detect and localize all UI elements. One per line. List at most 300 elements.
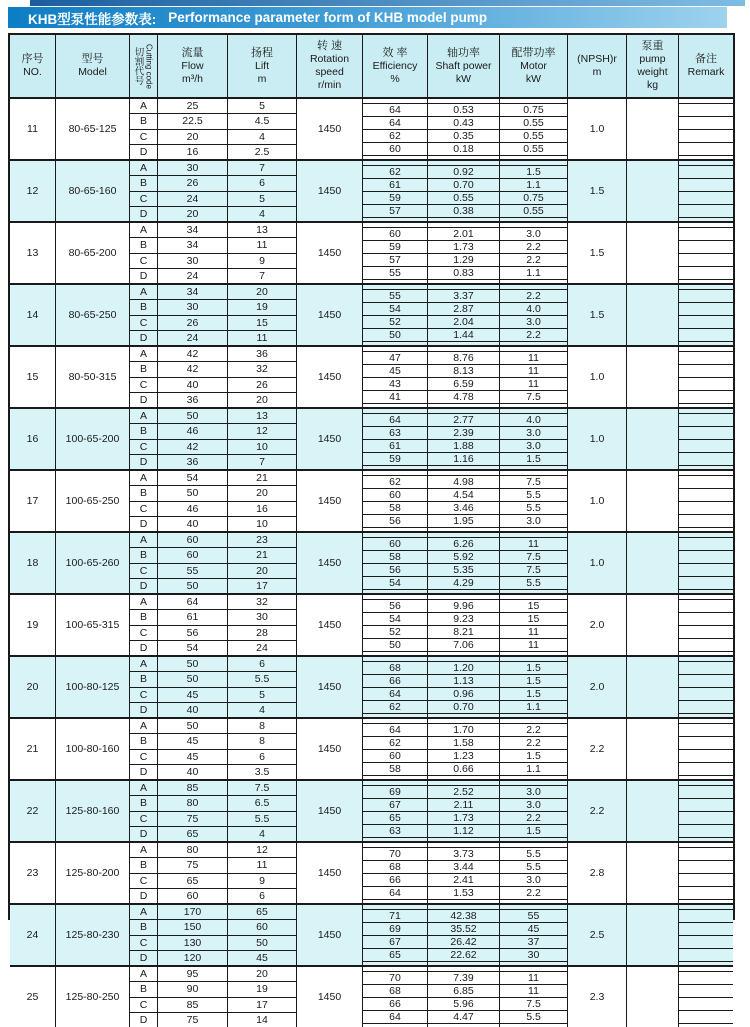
cell-model: 100-80-125 bbox=[56, 657, 130, 717]
cell-eff: 69 bbox=[363, 785, 427, 798]
cell-shaft: 6.26 bbox=[428, 537, 499, 550]
cell-remark bbox=[679, 723, 733, 736]
cutting-code-stack bbox=[130, 905, 158, 965]
cell-motor: 5.5 bbox=[500, 1010, 567, 1024]
cell-remark bbox=[679, 700, 733, 714]
cell-shaft: 1.73 bbox=[428, 811, 499, 824]
cell-flow: 16 bbox=[186, 145, 199, 158]
cell-flow: 30 bbox=[158, 300, 227, 315]
cell-motor: 7.5 bbox=[500, 390, 567, 404]
cell-remark bbox=[679, 847, 733, 860]
cell-shaft: 35.52 bbox=[428, 922, 499, 935]
cutting-code-stack bbox=[130, 967, 158, 1027]
cell-no: 14 bbox=[10, 285, 56, 345]
cell-code: D bbox=[139, 765, 148, 778]
page-title-zh: KHB型泵性能参数表: bbox=[28, 11, 157, 27]
cell-shaft: 4.29 bbox=[428, 576, 499, 590]
cell-model: 100-65-250 bbox=[56, 471, 130, 531]
cell-eff: 50 bbox=[363, 638, 427, 652]
cell-motor: 3.0 bbox=[500, 873, 567, 886]
cell-model: 100-65-315 bbox=[56, 595, 130, 655]
cell-code: C bbox=[130, 254, 157, 269]
cell-code: D bbox=[139, 641, 148, 654]
cell-code: C bbox=[130, 440, 157, 455]
flow-stack bbox=[158, 719, 228, 779]
cell-motor: 1.5 bbox=[500, 661, 567, 674]
cell-lift: 32 bbox=[228, 362, 296, 377]
cell-remark bbox=[679, 1010, 733, 1024]
cell-no: 23 bbox=[10, 843, 56, 903]
cell-remark bbox=[679, 452, 733, 466]
cell-flow: 42 bbox=[158, 362, 227, 377]
cell-remark bbox=[679, 599, 733, 612]
cell-remark bbox=[679, 289, 733, 302]
efficiency-stack bbox=[363, 533, 428, 593]
cell-shaft: 8.13 bbox=[428, 364, 499, 377]
flow-stack bbox=[158, 595, 228, 655]
cell-remark bbox=[679, 178, 733, 191]
cell-code: C bbox=[130, 998, 157, 1013]
cell-shaft: 22.62 bbox=[428, 948, 499, 962]
cell-motor: 5.5 bbox=[500, 576, 567, 590]
cell-flow: 50 bbox=[158, 657, 227, 672]
cell-shaft: 5.35 bbox=[428, 563, 499, 576]
cell-eff: 64 bbox=[363, 886, 427, 900]
cell-shaft: 3.73 bbox=[428, 847, 499, 860]
cell-motor: 3.0 bbox=[500, 227, 567, 240]
motor-power-stack bbox=[500, 905, 568, 965]
cell-shaft: 3.44 bbox=[428, 860, 499, 873]
flow-stack bbox=[158, 967, 228, 1027]
cell-flow: 50 bbox=[158, 409, 227, 424]
cell-flow: 90 bbox=[158, 982, 227, 997]
cell-npsh: 2.2 bbox=[568, 781, 627, 841]
cell-lift: 60 bbox=[228, 920, 296, 935]
cell-eff: 54 bbox=[363, 576, 427, 590]
cell-lift: 3.5 bbox=[254, 765, 270, 778]
cell-model: 125-80-200 bbox=[56, 843, 130, 903]
remark-stack bbox=[679, 223, 733, 283]
cell-remark bbox=[679, 948, 733, 962]
pump-model-group bbox=[10, 841, 733, 903]
cell-eff: 68 bbox=[363, 661, 427, 674]
cell-no: 18 bbox=[10, 533, 56, 593]
cell-no: 12 bbox=[10, 161, 56, 221]
efficiency-stack bbox=[363, 99, 428, 159]
cell-flow: 24 bbox=[186, 269, 199, 282]
motor-power-stack bbox=[500, 223, 568, 283]
pump-model-group bbox=[10, 531, 733, 593]
cell-flow: 65 bbox=[186, 827, 199, 840]
shaft-power-stack bbox=[428, 967, 500, 1027]
cell-flow: 120 bbox=[183, 951, 202, 964]
cell-shaft: 0.38 bbox=[428, 204, 499, 218]
cutting-code-stack bbox=[130, 657, 158, 717]
cell-remark bbox=[679, 785, 733, 798]
cell-remark bbox=[679, 514, 733, 528]
cell-lift: 26 bbox=[228, 378, 296, 393]
cell-shaft: 0.92 bbox=[428, 165, 499, 178]
cell-code: A bbox=[130, 533, 157, 548]
cell-eff: 62 bbox=[363, 736, 427, 749]
cell-flow: 50 bbox=[158, 486, 227, 501]
cell-remark bbox=[679, 909, 733, 922]
lift-stack bbox=[228, 161, 297, 221]
cell-shaft: 1.73 bbox=[428, 240, 499, 253]
cell-eff: 55 bbox=[363, 289, 427, 302]
cell-no: 25 bbox=[10, 967, 56, 1027]
cell-flow: 40 bbox=[186, 517, 199, 530]
cell-eff: 63 bbox=[363, 426, 427, 439]
cell-shaft: 1.29 bbox=[428, 253, 499, 266]
cell-eff: 52 bbox=[363, 315, 427, 328]
cell-remark bbox=[679, 873, 733, 886]
table-header-row bbox=[10, 35, 733, 99]
cell-rotation-speed: 1450 bbox=[297, 99, 363, 159]
cell-remark bbox=[679, 328, 733, 342]
cell-motor: 55 bbox=[500, 909, 567, 922]
cell-model: 100-65-200 bbox=[56, 409, 130, 469]
col-header-remark: 备注 Remark bbox=[687, 53, 725, 78]
cell-flow: 80 bbox=[158, 843, 227, 858]
cell-code: B bbox=[130, 548, 157, 563]
cell-no: 17 bbox=[10, 471, 56, 531]
cell-motor: 2.2 bbox=[500, 240, 567, 253]
lift-stack bbox=[228, 99, 297, 159]
shaft-power-stack bbox=[428, 657, 500, 717]
cell-lift: 19 bbox=[228, 300, 296, 315]
cell-shaft: 4.47 bbox=[428, 1010, 499, 1024]
cell-motor: 11 bbox=[500, 377, 567, 390]
cell-lift: 9 bbox=[228, 254, 296, 269]
cell-eff: 58 bbox=[363, 762, 427, 776]
col-header-shaft-power: 轴功率 Shaft power kW bbox=[428, 35, 500, 97]
cell-eff: 69 bbox=[363, 922, 427, 935]
cell-motor: 7.5 bbox=[500, 563, 567, 576]
cell-lift: 8 bbox=[228, 734, 296, 749]
cell-code: C bbox=[130, 750, 157, 765]
cell-lift: 5.5 bbox=[228, 672, 296, 687]
cell-lift: 16 bbox=[228, 502, 296, 517]
cell-flow: 55 bbox=[158, 564, 227, 579]
pump-model-group bbox=[10, 965, 733, 1027]
remark-stack bbox=[679, 595, 733, 655]
cell-eff: 64 bbox=[363, 1010, 427, 1024]
cell-remark bbox=[679, 364, 733, 377]
lift-stack bbox=[228, 595, 297, 655]
cell-lift: 11 bbox=[256, 331, 268, 344]
pump-model-group bbox=[10, 345, 733, 407]
cell-npsh: 2.2 bbox=[568, 719, 627, 779]
cell-flow: 42 bbox=[158, 347, 227, 362]
cell-code: C bbox=[130, 192, 157, 207]
shaft-power-stack bbox=[428, 781, 500, 841]
cell-lift: 65 bbox=[228, 905, 296, 920]
cell-model: 80-65-250 bbox=[56, 285, 130, 345]
cell-flow: 50 bbox=[158, 719, 227, 734]
cell-motor: 3.0 bbox=[500, 439, 567, 452]
cell-pump-weight bbox=[627, 223, 679, 283]
flow-stack bbox=[158, 905, 228, 965]
cell-code: A bbox=[130, 409, 157, 424]
col-header-no: 序号 NO. bbox=[10, 35, 56, 97]
cell-eff: 67 bbox=[363, 798, 427, 811]
cell-lift: 11 bbox=[228, 858, 296, 873]
cell-remark bbox=[679, 488, 733, 501]
shaft-power-stack bbox=[428, 719, 500, 779]
cell-eff: 56 bbox=[363, 514, 427, 528]
cell-motor: 45 bbox=[500, 922, 567, 935]
cell-flow: 45 bbox=[158, 734, 227, 749]
cell-code: B bbox=[130, 672, 157, 687]
cell-rotation-speed: 1450 bbox=[297, 781, 363, 841]
lift-stack bbox=[228, 905, 297, 965]
page-title-en: Performance parameter form of KHB model pump bbox=[168, 10, 488, 25]
table-body bbox=[10, 99, 733, 1027]
cell-lift: 17 bbox=[228, 998, 296, 1013]
cell-motor: 5.5 bbox=[500, 501, 567, 514]
cell-rotation-speed: 1450 bbox=[297, 471, 363, 531]
cell-lift: 23 bbox=[228, 533, 296, 548]
cell-pump-weight bbox=[627, 781, 679, 841]
shaft-power-stack bbox=[428, 99, 500, 159]
cell-eff: 59 bbox=[363, 191, 427, 204]
title-bar bbox=[8, 7, 727, 28]
cell-lift: 36 bbox=[228, 347, 296, 362]
cell-lift: 15 bbox=[228, 316, 296, 331]
cell-flow: 30 bbox=[158, 254, 227, 269]
cutting-code-stack bbox=[130, 99, 158, 159]
col-header-pump-weight: 泵重 pump weight kg bbox=[627, 35, 679, 97]
motor-power-stack bbox=[500, 409, 568, 469]
motor-power-stack bbox=[500, 161, 568, 221]
cell-code: B bbox=[130, 982, 157, 997]
remark-stack bbox=[679, 347, 733, 407]
cell-eff: 71 bbox=[363, 909, 427, 922]
pump-model-group bbox=[10, 283, 733, 345]
remark-stack bbox=[679, 843, 733, 903]
cell-lift: 4 bbox=[259, 703, 265, 716]
cell-remark bbox=[679, 860, 733, 873]
cell-lift: 9 bbox=[228, 874, 296, 889]
cell-motor: 0.55 bbox=[500, 204, 567, 218]
cell-flow: 42 bbox=[158, 440, 227, 455]
cell-code: D bbox=[139, 1013, 148, 1026]
cell-motor: 1.5 bbox=[500, 749, 567, 762]
cell-code: C bbox=[130, 316, 157, 331]
cell-eff: 62 bbox=[363, 129, 427, 142]
cell-code: C bbox=[130, 688, 157, 703]
cell-code: B bbox=[130, 610, 157, 625]
flow-stack bbox=[158, 223, 228, 283]
cell-remark bbox=[679, 736, 733, 749]
cell-motor: 1.5 bbox=[500, 687, 567, 700]
cell-eff: 55 bbox=[363, 266, 427, 280]
cell-no: 21 bbox=[10, 719, 56, 779]
cell-lift: 20 bbox=[228, 486, 296, 501]
cell-pump-weight bbox=[627, 285, 679, 345]
cell-code: C bbox=[130, 130, 157, 145]
cell-code: B bbox=[130, 796, 157, 811]
cell-eff: 66 bbox=[363, 873, 427, 886]
cell-eff: 66 bbox=[363, 674, 427, 687]
cell-no: 13 bbox=[10, 223, 56, 283]
cutting-code-stack bbox=[130, 409, 158, 469]
cell-motor: 2.2 bbox=[500, 253, 567, 266]
efficiency-stack bbox=[363, 595, 428, 655]
cell-eff: 47 bbox=[363, 351, 427, 364]
flow-stack bbox=[158, 533, 228, 593]
cell-npsh: 1.0 bbox=[568, 409, 627, 469]
cell-flow: 34 bbox=[158, 238, 227, 253]
efficiency-stack bbox=[363, 719, 428, 779]
cell-shaft: 1.12 bbox=[428, 824, 499, 838]
cell-model: 80-65-200 bbox=[56, 223, 130, 283]
cell-model: 100-65-260 bbox=[56, 533, 130, 593]
cutting-code-stack bbox=[130, 223, 158, 283]
cell-remark bbox=[679, 612, 733, 625]
cell-npsh: 1.5 bbox=[568, 285, 627, 345]
cell-flow: 54 bbox=[158, 471, 227, 486]
cell-remark bbox=[679, 439, 733, 452]
cell-motor: 1.1 bbox=[500, 178, 567, 191]
motor-power-stack bbox=[500, 595, 568, 655]
cell-pump-weight bbox=[627, 843, 679, 903]
cell-remark bbox=[679, 501, 733, 514]
cell-npsh: 2.0 bbox=[568, 657, 627, 717]
cell-no: 20 bbox=[10, 657, 56, 717]
cell-flow: 34 bbox=[158, 223, 227, 238]
cell-flow: 24 bbox=[186, 331, 199, 344]
cell-remark bbox=[679, 475, 733, 488]
cell-shaft: 2.41 bbox=[428, 873, 499, 886]
cell-motor: 0.55 bbox=[500, 142, 567, 156]
cell-shaft: 0.55 bbox=[428, 191, 499, 204]
cell-shaft: 1.44 bbox=[428, 328, 499, 342]
efficiency-stack bbox=[363, 285, 428, 345]
cell-flow: 40 bbox=[186, 703, 199, 716]
col-header-cutting-code: 切割代号 Cutting code bbox=[130, 35, 158, 97]
cell-code: B bbox=[130, 300, 157, 315]
cell-eff: 59 bbox=[363, 452, 427, 466]
lift-stack bbox=[228, 657, 297, 717]
shaft-power-stack bbox=[428, 843, 500, 903]
cell-eff: 60 bbox=[363, 537, 427, 550]
cell-eff: 54 bbox=[363, 302, 427, 315]
cell-flow: 24 bbox=[158, 192, 227, 207]
cell-motor: 11 bbox=[500, 971, 567, 984]
cell-shaft: 2.11 bbox=[428, 798, 499, 811]
cell-rotation-speed: 1450 bbox=[297, 347, 363, 407]
cell-motor: 7.5 bbox=[500, 475, 567, 488]
cell-remark bbox=[679, 638, 733, 652]
cell-npsh: 2.5 bbox=[568, 905, 627, 965]
cell-lift: 5 bbox=[228, 688, 296, 703]
cell-code: A bbox=[130, 471, 157, 486]
cell-shaft: 1.95 bbox=[428, 514, 499, 528]
cell-pump-weight bbox=[627, 99, 679, 159]
cell-eff: 70 bbox=[363, 847, 427, 860]
cell-shaft: 6.85 bbox=[428, 984, 499, 997]
cell-lift: 4 bbox=[259, 827, 265, 840]
cell-pump-weight bbox=[627, 471, 679, 531]
shaft-power-stack bbox=[428, 905, 500, 965]
cell-rotation-speed: 1450 bbox=[297, 595, 363, 655]
cell-flow: 65 bbox=[158, 874, 227, 889]
cell-code: D bbox=[139, 331, 148, 344]
cell-eff: 60 bbox=[363, 749, 427, 762]
cell-shaft: 7.06 bbox=[428, 638, 499, 652]
cell-rotation-speed: 1450 bbox=[297, 409, 363, 469]
flow-stack bbox=[158, 285, 228, 345]
cell-eff: 63 bbox=[363, 824, 427, 838]
remark-stack bbox=[679, 781, 733, 841]
cell-eff: 66 bbox=[363, 997, 427, 1010]
cell-eff: 52 bbox=[363, 625, 427, 638]
cell-remark bbox=[679, 266, 733, 280]
shaft-power-stack bbox=[428, 285, 500, 345]
cell-flow: 40 bbox=[186, 765, 199, 778]
cell-remark bbox=[679, 413, 733, 426]
cell-motor: 7.5 bbox=[500, 997, 567, 1010]
cell-code: C bbox=[130, 564, 157, 579]
cell-motor: 5.5 bbox=[500, 488, 567, 501]
cell-lift: 50 bbox=[228, 936, 296, 951]
cell-lift: 10 bbox=[256, 517, 268, 530]
cell-flow: 130 bbox=[158, 936, 227, 951]
remark-stack bbox=[679, 533, 733, 593]
cell-npsh: 2.3 bbox=[568, 967, 627, 1027]
cell-remark bbox=[679, 563, 733, 576]
cell-eff: 61 bbox=[363, 178, 427, 191]
flow-stack bbox=[158, 409, 228, 469]
cell-remark bbox=[679, 886, 733, 900]
motor-power-stack bbox=[500, 719, 568, 779]
cell-code: C bbox=[130, 812, 157, 827]
cell-shaft: 0.66 bbox=[428, 762, 499, 776]
cell-eff: 64 bbox=[363, 116, 427, 129]
cell-flow: 36 bbox=[186, 455, 199, 468]
cell-eff: 56 bbox=[363, 563, 427, 576]
cell-lift: 7 bbox=[228, 161, 296, 176]
shaft-power-stack bbox=[428, 471, 500, 531]
cell-code: A bbox=[130, 285, 157, 300]
cell-model: 125-80-230 bbox=[56, 905, 130, 965]
col-header-model: 型号 Model bbox=[56, 35, 130, 97]
cell-code: D bbox=[139, 517, 148, 530]
cell-pump-weight bbox=[627, 347, 679, 407]
cell-flow: 150 bbox=[158, 920, 227, 935]
cell-eff: 64 bbox=[363, 103, 427, 116]
cell-no: 24 bbox=[10, 905, 56, 965]
cell-motor: 1.5 bbox=[500, 452, 567, 466]
remark-stack bbox=[679, 657, 733, 717]
cell-rotation-speed: 1450 bbox=[297, 533, 363, 593]
cell-pump-weight bbox=[627, 967, 679, 1027]
flow-stack bbox=[158, 161, 228, 221]
cell-lift: 5.5 bbox=[228, 812, 296, 827]
cell-lift: 6 bbox=[228, 657, 296, 672]
lift-stack bbox=[228, 223, 297, 283]
cell-motor: 3.0 bbox=[500, 798, 567, 811]
cell-shaft: 1.53 bbox=[428, 886, 499, 900]
cell-motor: 1.5 bbox=[500, 824, 567, 838]
cell-eff: 45 bbox=[363, 364, 427, 377]
cell-code: A bbox=[130, 843, 157, 858]
remark-stack bbox=[679, 967, 733, 1027]
cell-eff: 43 bbox=[363, 377, 427, 390]
cell-model: 100-80-160 bbox=[56, 719, 130, 779]
